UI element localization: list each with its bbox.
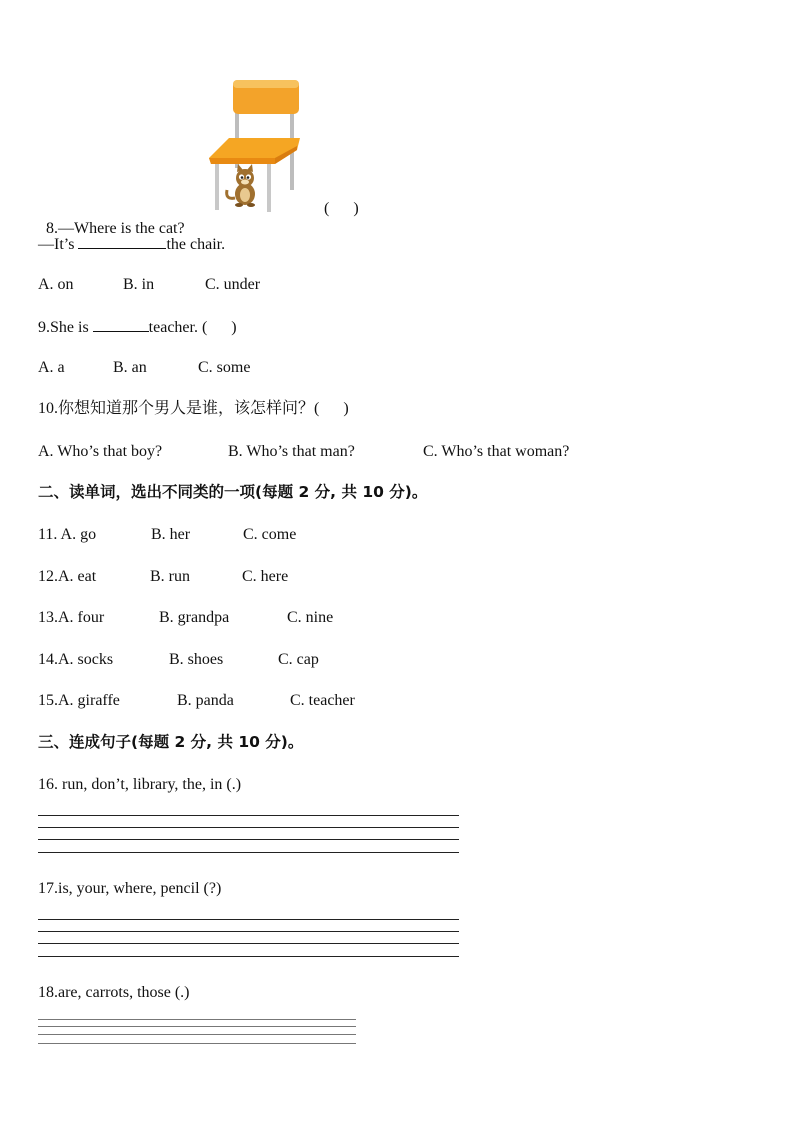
- option-c: C. some: [198, 359, 251, 376]
- answer-bracket: ( ): [324, 200, 359, 217]
- option-a: 14.A. socks: [38, 651, 114, 668]
- question-14: [38, 650, 319, 670]
- option-b: B. in: [123, 276, 155, 293]
- question-9-suffix: teacher. ( ): [148, 319, 237, 336]
- option-a: A. on: [38, 276, 74, 293]
- option-b: B. grandpa: [159, 609, 230, 626]
- question-9-prefix: 9.She is: [38, 319, 89, 336]
- question-12: [38, 567, 288, 587]
- question-10-options: [38, 442, 569, 462]
- writing-line[interactable]: [38, 956, 459, 957]
- option-a: 15.A. giraffe: [38, 692, 120, 709]
- option-c: C. Who’s that woman?: [423, 443, 570, 460]
- option-b: B. Who’s that man?: [228, 443, 355, 460]
- option-b: B. her: [151, 526, 191, 543]
- option-b: B. an: [113, 359, 147, 376]
- option-b: B. panda: [177, 692, 234, 709]
- writing-line[interactable]: [38, 1043, 356, 1044]
- option-c: C. cap: [278, 651, 319, 668]
- question-18: 18.are, carrots, those (.): [38, 984, 190, 1001]
- answer-suffix: the chair.: [166, 236, 226, 253]
- answer-prefix: —It’s: [38, 236, 75, 253]
- writing-line[interactable]: [38, 1026, 356, 1027]
- question-16: 16. run, don’t, library, the, in (.): [38, 776, 242, 793]
- option-c: C. nine: [287, 609, 334, 626]
- option-a: A. Who’s that boy?: [38, 443, 163, 460]
- writing-line[interactable]: [38, 1034, 356, 1035]
- option-c: C. under: [205, 276, 261, 293]
- chair-with-cat-illustration: [205, 78, 305, 218]
- question-13: [38, 608, 333, 628]
- question-8-answer-line: [38, 234, 225, 255]
- question-8: [38, 199, 185, 239]
- question-8-options: [38, 275, 260, 295]
- writing-line[interactable]: [38, 815, 459, 816]
- writing-line[interactable]: [38, 931, 459, 932]
- option-c: C. here: [242, 568, 289, 585]
- question-11: [38, 525, 296, 545]
- writing-line[interactable]: [38, 852, 459, 853]
- option-a: A. a: [38, 359, 65, 376]
- question-8-text: 8.—Where is the cat?: [46, 220, 185, 237]
- option-b: B. shoes: [169, 651, 224, 668]
- section-2-heading: 二、读单词，选出不同类的一项(每题 2 分, 共 10 分)。: [38, 483, 428, 501]
- option-a: 11. A. go: [38, 526, 97, 543]
- question-10: 10.你想知道那个男人是谁，该怎样问？( ): [38, 400, 349, 417]
- question-9-options: [38, 358, 250, 378]
- writing-line[interactable]: [38, 839, 459, 840]
- fill-blank[interactable]: [78, 234, 166, 249]
- question-9: [38, 317, 237, 338]
- option-c: C. come: [243, 526, 297, 543]
- option-c: C. teacher: [290, 692, 355, 709]
- writing-line[interactable]: [38, 943, 459, 944]
- writing-line[interactable]: [38, 1019, 356, 1020]
- writing-line[interactable]: [38, 827, 459, 828]
- option-a: 12.A. eat: [38, 568, 97, 585]
- question-15: [38, 691, 355, 711]
- fill-blank[interactable]: [93, 317, 149, 332]
- writing-line[interactable]: [38, 919, 459, 920]
- question-17: 17.is, your, where, pencil (?): [38, 880, 222, 897]
- option-b: B. run: [150, 568, 190, 585]
- section-3-heading: 三、连成句子(每题 2 分, 共 10 分)。: [38, 733, 304, 751]
- option-a: 13.A. four: [38, 609, 105, 626]
